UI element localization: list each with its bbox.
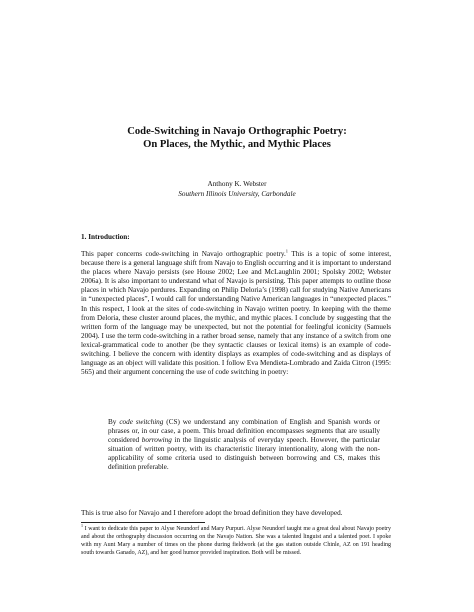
block-quote <box>108 418 380 473</box>
quote-text-middle: (CS) we understand any combination of English and Spanish words or phrases or, in our case, a poem. This broad definition encompasses segments that are usually considered <box>108 418 381 445</box>
closing-sentence: This is true also for Navajo and I therefore adopt the broad definition they have developed. <box>81 509 343 517</box>
title-line-1: Code-Switching in Navajo Orthographic Poetry: <box>127 126 347 137</box>
footnote-text: I want to dedicate this paper to Alyse Neundorf and Mary Purpuri. Alyse Neundorf taught me a great deal about Navajo poetry and about the orthography discussion occurring on the Navajo Nation. She was a talented linguist and a talented poet. I spoke with my Aunt Mary a number of times on the phone during fieldwork (at the gas station outside Chinle, AZ on 191 heading south towards Ganado, AZ), and her good humor provided inspiration. Both will be missed. <box>81 526 391 556</box>
footnote-number: 1 <box>81 523 83 528</box>
footnote <box>81 523 391 558</box>
author-name: Anthony K. Webster <box>207 180 267 188</box>
intro-text-rest: This is a topic of some interest, because there is a general language shift from Navajo to English occurring and it is important to understand the places where Navajo persists (see House 2002; Lee and McLaughlin 2001; Spolsky 2002; Webster 2006a). It is also important to understand what of Navajo is persisting. This paper attempts to outline those places in which Navajo perdures. Expanding on Philip Deloria’s (1998) call for studying Native Americans in “unexpected places”, I would call for understanding Native American languages in “unexpected places.” In this respect, I look at the sites of code-switching in Navajo written poetry. In keeping with the theme from Deloria, these cluster around places, the mythic, and mythic places. I conclude by suggesting that the written form of the language may be unexpected, but not the potential for feelingful iconicity (Samuels 2004). I use the term code-switching in a rather broad sense, namely that any instance of a switch from one lexical-grammatical code to another (be they syntactic clauses or lexical items) is an example of code-switching. I believe the concern with identity displays as examples of code-switching and as displays of language as an object will validate this position. I follow Eva Mendieta-Lombrado and Zaida Citron (1995: 565) and their argument concerning the use of code switching in poetry: <box>81 250 391 377</box>
title-line-2: On Places, the Mythic, and Mythic Places <box>143 139 331 150</box>
footnote-reference[interactable]: 1 <box>285 248 289 254</box>
quote-text-end: in the linguistic analysis of everyday speech. However, the particular situation of written poetry, with its characteristic literary intentionality, along with the non-applicability of some criteria used to distinguish between borrowing and CS, makes this definition preferable. <box>108 436 380 472</box>
quote-text-start: By <box>108 418 120 426</box>
section-heading: 1. Introduction: <box>81 233 130 241</box>
quote-term-borrowing: borrowing <box>141 436 172 445</box>
footnote-divider <box>81 522 205 523</box>
paper-title <box>40 125 434 151</box>
intro-text-start: This paper concerns code-switching in Navajo orthographic poetry. <box>81 250 286 258</box>
intro-paragraph <box>81 250 391 377</box>
quote-term-code-switching: code switching <box>119 418 164 426</box>
author-affiliation: Southern Illinois University, Carbondale <box>178 190 296 198</box>
